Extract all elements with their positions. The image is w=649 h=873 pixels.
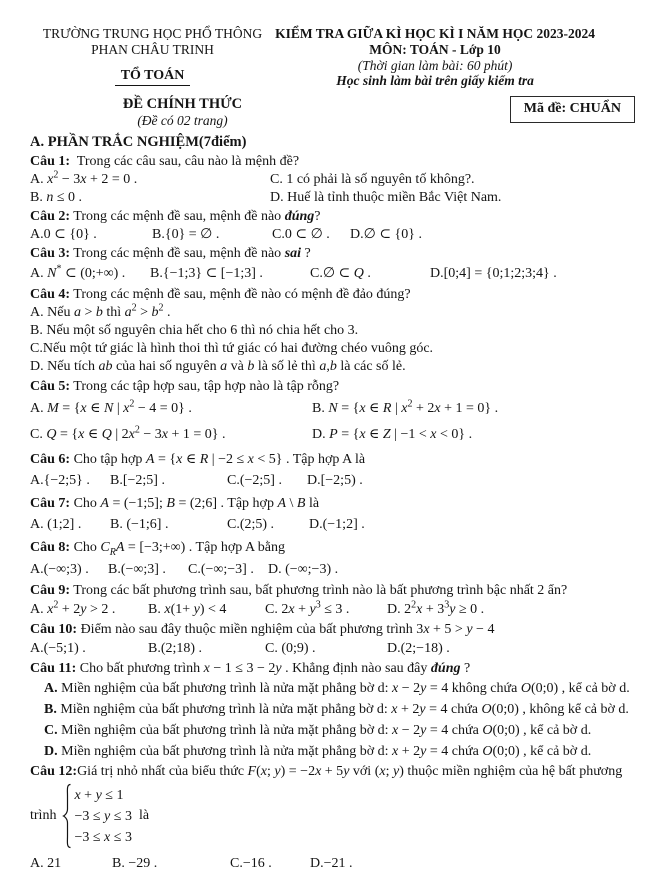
option-a [30,854,112,873]
options-row [30,263,635,285]
option-text: Nếu a > b thì $a^2 > b^2$ . [43,302,171,320]
question-9 [30,582,635,620]
department-line [30,67,275,85]
option-text: 21 [43,856,62,871]
option-b [112,854,230,873]
option-line [30,699,635,720]
option-text: 0 ⊂ {0} . [43,227,97,242]
option-d [30,359,406,374]
option-line [30,678,635,699]
question-text: Cho tập hợp A = {x ∈ R | −2 ≤ x < 5} . Tập hợp A là [70,452,366,467]
option-c [265,600,387,620]
option-c [188,559,268,581]
option-text: Miền nghiệm của bất phương trình là nửa mặt phẳng bờ d: x + 2y = 4 chứa O(0;0) , kể cả bờ d. [57,744,592,759]
option-letter: C. [310,266,323,281]
option-text: [0;4] = {0;1;2;3;4} . [443,266,557,281]
option-text: Miền nghiệm của bất phương trình là nửa mặt phẳng bờ d: x − 2y = 4 chứa O(0;0) , kể cả bờ d. [57,723,592,738]
official-block [30,96,335,129]
school-name-line2: PHAN CHÂU TRINH [91,42,214,57]
option-d [387,639,635,659]
option-text: Nếu một số nguyên chia hết cho 6 thì nó chia hết cho 3. [42,323,359,338]
option-text: $2^2x + 3^3y \ge 0$ . [400,599,485,617]
option-letter: C. [265,641,278,656]
question-7 [30,493,635,536]
option-text: {0} = ∅ . [164,227,220,242]
question-11 [30,660,635,762]
option-d [387,600,635,620]
option-text: (−2;5] . [239,473,282,488]
question-label: Câu 8: [30,540,71,555]
option-c [30,341,433,356]
option-text: 1 có phải là số nguyên tố không?. [282,172,475,187]
option-line [30,741,635,762]
option-b [148,639,265,659]
question-text: Trong các câu sau, câu nào là mệnh đề? [70,154,300,169]
options-row [30,514,635,536]
option-text: [−2;5) . [320,473,363,488]
option-letter: D. [268,562,282,577]
exam-header [30,26,635,89]
option-letter: A. [30,227,44,242]
question-8 [30,537,635,581]
option-letter: A. [30,641,44,656]
options-row [30,854,635,873]
question-label: Câu 4: [30,287,71,302]
section-a-title: A. PHẦN TRẮC NGHIỆM(7điểm) [30,134,247,150]
option-a [30,514,110,536]
option-b [312,396,635,422]
question-stem [30,449,635,470]
option-text: x(1+ y) < 4 [164,602,227,617]
option-text: n ≤ 0 . [46,190,83,205]
question-label: Câu 11: [30,661,77,676]
option-letter: D. [309,517,323,532]
option-a [30,302,171,320]
option-a [30,171,270,189]
option-letter: A. [44,681,58,696]
option-line [30,322,635,340]
question-6 [30,449,635,492]
option-text: $x^2 - 3x + 2 = 0$ . [47,169,138,187]
option-a [30,559,108,581]
options-row [30,226,635,244]
option-line [30,340,635,358]
option-b [110,470,227,492]
option-a [30,263,150,285]
options-row [30,559,635,581]
option-letter: C. [272,227,285,242]
option-b [30,323,358,338]
question-stem [30,493,635,514]
question-text: Trong các tập hợp sau, tập hợp nào là tập rỗng? [70,379,340,394]
question-stem [30,286,635,304]
option-text: Miền nghiệm của bất phương trình là nửa mặt phẳng bờ d: x − 2y = 4 không chứa O(0;0) , kể cả bờ d. [57,681,630,696]
option-a [30,396,312,422]
options-row [30,422,635,448]
question-label: Câu 3: [30,246,71,261]
option-letter: A. [30,172,44,187]
option-text: ∅ ⊂ Q . [322,266,371,281]
option-a [30,226,152,244]
system-line: x + y ≤ 1 [74,787,124,803]
question-label: Câu 2: [30,209,71,224]
options-row [30,639,635,659]
question-label: Câu 5: [30,379,71,394]
options-row [30,470,635,492]
option-line [30,304,635,322]
option-d [270,189,635,207]
question-text: Trong các mệnh đề sau, mệnh đề nào đúng? [70,209,321,224]
option-letter: C. [30,341,43,356]
question-label: Câu 6: [30,452,71,467]
option-text: −29 . [124,856,158,871]
option-letter: C. [265,602,278,617]
question-12 [30,763,635,873]
option-text: (1;2] . [43,517,82,532]
option-letter: B. [112,856,125,871]
option-letter: A. [30,266,44,281]
option-letter: C. [227,517,240,532]
option-letter: A. [30,473,44,488]
option-c [44,723,591,738]
question-text: Giá trị nhỏ nhất của biểu thức F(x; y) = −2x + 5y với (x; y) thuộc miền nghiệm của hệ bất phương [77,764,623,779]
question-2 [30,208,635,244]
option-text: N = {x ∈ R | $x^2 + 2x + 1 = 0$} . [328,398,499,416]
option-c [272,226,350,244]
option-letter: C. [30,427,43,442]
option-letter: B. [312,401,325,416]
option-letter: A. [30,517,44,532]
option-text: 0 ⊂ ∅ . [284,227,330,242]
option-text: [−2;5] . [122,473,165,488]
question-5 [30,377,635,448]
system-suffix: là [138,808,150,823]
question-text: Trong các bất phương trình sau, bất phương trình nào là bất phương trình bậc nhất 2 ẩn? [70,583,568,598]
option-d [350,226,635,244]
question-stem [30,621,635,639]
question-4 [30,286,635,376]
option-letter: B. [148,641,161,656]
question-text: Trong các mệnh đề sau, mệnh đề nào sai ? [70,246,311,261]
header-right-block [275,26,635,89]
pages-note: (Đề có 02 trang) [137,113,228,128]
option-d [44,744,591,759]
option-letter: D. [312,427,326,442]
exam-title: KIỂM TRA GIỮA KÌ HỌC KÌ I NĂM HỌC 2023-2024 [275,26,595,41]
option-letter: D. [430,266,444,281]
inequality-system [30,783,635,849]
question-label: Câu 9: [30,583,71,598]
question-text: Cho bất phương trình x − 1 ≤ 3 − 2y . Khẳng định nào sau đây đúng ? [76,661,471,676]
question-stem [30,245,635,263]
option-text: (−∞;−3] . [200,562,254,577]
question-label: Câu 12: [30,764,78,779]
question-stem [30,377,635,396]
curly-brace-icon [61,783,72,849]
option-letter: A. [30,401,44,416]
option-letter: B. [108,562,121,577]
option-text: Nếu một tứ giác là hình thoi thì tứ giác có hai đường chéo vuông góc. [42,341,434,356]
option-text: (−∞;3] . [120,562,166,577]
exam-instruction: Học sinh làm bài trên giấy kiểm tra [336,73,534,88]
option-letter: D. [387,602,401,617]
question-text: Trong các mệnh đề sau, mệnh đề nào có mệnh đề đảo đúng? [70,287,411,302]
option-letter: B. [110,517,123,532]
option-d [268,559,635,581]
option-c [30,422,312,448]
question-text: Cho $C_RA$ = [−3;+∞) . Tập hợp A bằng [70,540,285,558]
option-text: $2x + y^3 \le 3$ . [277,599,350,617]
options-row [30,396,635,422]
option-letter: B. [148,602,161,617]
question-10 [30,621,635,659]
system-line: −3 ≤ x ≤ 3 [74,829,132,845]
question-stem [30,153,635,171]
option-c [270,171,635,189]
option-b [152,226,272,244]
option-d [307,470,635,492]
option-letter: D. [270,190,284,205]
option-c [310,263,430,285]
option-text: Huế là tỉnh thuộc miền Bắc Việt Nam. [283,190,502,205]
option-b [108,559,188,581]
option-text: −16 . [242,856,272,871]
option-text: (−∞;−3) . [281,562,339,577]
option-a [30,470,110,492]
official-row [30,96,635,132]
option-text: (0;9) . [277,641,316,656]
option-letter: C. [227,473,240,488]
option-b [44,702,629,717]
option-line [30,720,635,741]
option-b [30,189,270,207]
question-text: Cho A = (−1;5]; B = (2;6] . Tập hợp A \ B là [70,496,320,511]
option-letter: B. [150,266,163,281]
option-text: (−1;6] . [122,517,169,532]
exam-duration: (Thời gian làm bài: 60 phút) [357,58,513,73]
option-c [265,639,387,659]
question-label: Câu 7: [30,496,71,511]
option-letter: A. [30,602,44,617]
option-letter: A. [30,305,44,320]
option-a [30,639,148,659]
option-text: Q = {x ∈ Q | $2x^2 - 3x + 1 = 0$} . [46,424,226,442]
option-letter: D. [387,641,401,656]
option-text: N* ⊂ (0;+∞) . [47,263,126,281]
option-letter: D. [350,227,364,242]
option-text: {−2;5} . [43,473,90,488]
question-stem [30,582,635,600]
option-c [230,854,310,873]
option-text: −21 . [323,856,353,871]
exam-code-box: Mã đề: CHUẨN [510,96,635,123]
question-stem [30,660,635,678]
option-letter: B. [44,702,57,717]
exam-subject: MÔN: TOÁN - Lớp 10 [369,42,501,57]
system-line: −3 ≤ y ≤ 3 [74,808,132,824]
option-letter: B. [110,473,123,488]
option-letter: D. [30,359,44,374]
options-row [30,189,635,207]
option-text: {−1;3} ⊂ [−1;3] . [162,266,263,281]
option-d [309,514,635,536]
option-c [227,470,307,492]
options-row [30,600,635,620]
option-text: (2;18) . [160,641,203,656]
option-d [430,263,635,285]
official-label: ĐỀ CHÍNH THỨC [122,96,243,112]
system-prefix: trình [30,808,57,823]
option-b [148,600,265,620]
option-b [150,263,310,285]
option-text: M = {x ∈ N | $x^2 - 4 = 0$} . [47,398,192,416]
question-label: Câu 10: [30,622,78,637]
header-left-block [30,26,275,89]
question-stem [30,537,635,559]
option-text: Miền nghiệm của bất phương trình là nửa mặt phẳng bờ d: x + 2y = 4 chứa O(0;0) , không kể cả bờ d. [56,702,629,717]
option-text: Nếu tích ab của hai số nguyên a và b là số lẻ thì a,b là các số lẻ. [43,359,406,374]
question-1 [30,153,635,207]
option-d [310,854,635,873]
option-text: ∅ ⊂ {0} . [363,227,422,242]
question-label: Câu 1: [30,154,71,169]
school-name-line1: TRƯỜNG TRUNG HỌC PHỔ THÔNG [42,26,263,41]
question-3 [30,245,635,285]
option-letter: A. [30,856,44,871]
option-letter: B. [30,190,43,205]
option-letter: C. [44,723,58,738]
option-text: (2;5) . [239,517,275,532]
question-text: Điểm nào sau đây thuộc miền nghiệm của bất phương trình 3x + 5 > y − 4 [77,622,495,637]
option-letter: B. [30,323,43,338]
options-row [30,171,635,189]
option-letter: D. [307,473,321,488]
option-line [30,358,635,376]
option-letter: D. [310,856,324,871]
option-c [227,514,309,536]
question-stem [30,763,635,781]
option-b [110,514,227,536]
department-label: TỔ TOÁN [115,68,191,86]
option-text: (2;−18) . [400,641,450,656]
option-d [312,422,635,448]
option-letter: C. [188,562,201,577]
option-letter: C. [230,856,243,871]
option-letter: A. [30,562,44,577]
option-text: (−∞;3) . [43,562,89,577]
option-text: P = {x ∈ Z | −1 < x < 0} . [329,427,473,442]
option-letter: B. [152,227,165,242]
option-text: (−5;1) . [43,641,86,656]
question-stem [30,208,635,226]
option-a [30,600,148,620]
option-letter: D. [44,744,58,759]
question-list [30,153,635,873]
option-text: (−1;2] . [322,517,365,532]
option-a [44,681,630,696]
option-letter: C. [270,172,283,187]
system-lines [74,785,132,848]
option-text: $x^2 + 2y > 2$ . [47,599,116,617]
